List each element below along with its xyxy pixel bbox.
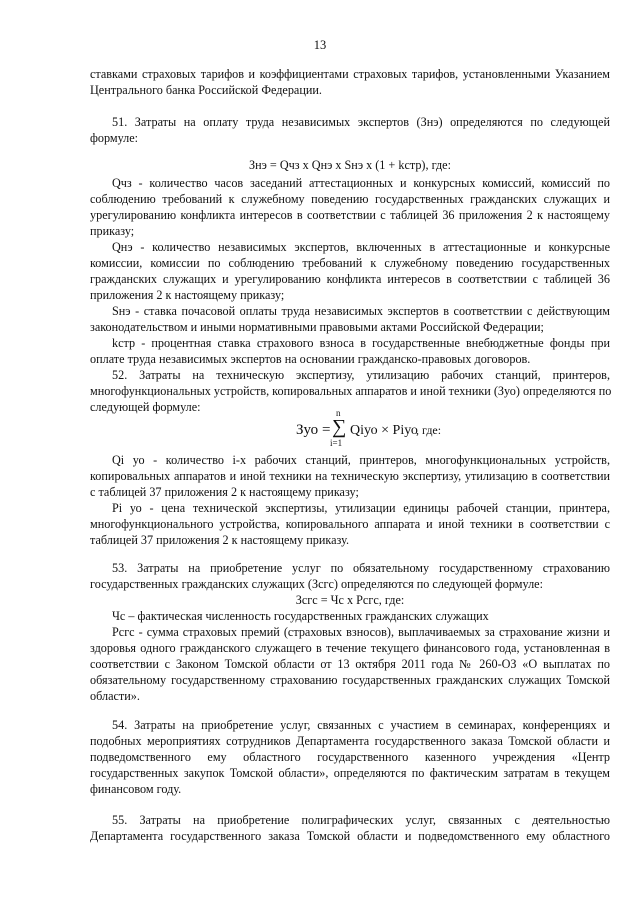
text-line: здоровья одного гражданского служащего в течение текущего финансового года, установленная в (90, 641, 610, 655)
definition-line: Qi уо - количество i-х рабочих станций, принтеров, многофункциональных устройств, (112, 453, 610, 467)
text-line: с таблицей 37 приложения 2 к настоящему приказу; (90, 485, 359, 499)
text-line: таблицей 37 приложения 2 к настоящему приказу. (90, 533, 349, 547)
text-line: государственных закупок Томской области», определяются по фактическим затратам в текущем (90, 766, 610, 780)
text-line: многофункциональных устройств, копировальных аппаратов и иной техники (Зуо) определяются по (90, 384, 612, 398)
sum-sign: ∑ (332, 416, 347, 438)
sum-upper-limit: n (336, 408, 341, 418)
formula-51: Знэ = Qчз x Qнэ x Sнэ x (1 + kстр), где: (249, 158, 451, 172)
text-line: законодательством и иными нормативными правовыми актами Российской Федерации; (90, 320, 544, 334)
text-line: подведомственного ему областного государственного казенного учреждения «Центр (90, 750, 610, 764)
text-line: следующей формуле: (90, 400, 201, 414)
section-51-heading: 51. Затраты на оплату труда независимых экспертов (Знэ) определяются по следующей (112, 115, 610, 129)
definition-line: Pi уо - цена технической экспертизы, утилизации единицы рабочей станции, принтера, (112, 501, 610, 515)
text-line: копировальных аппаратов и иной техники на техническую экспертизу, утилизацию в соответствии (90, 469, 610, 483)
text-line: Департамента государственного заказа Томской области и подведомственного ему областного (90, 829, 610, 843)
definition-line: Qчз - количество часов заседаний аттестационных и конкурсных комиссий, комиссий по (112, 176, 610, 190)
text-line: гражданских служащих и урегулированию конфликта интересов в соответствии с таблицей 36 (90, 272, 610, 286)
formula-rhs: Qiуо × Piуо (350, 423, 418, 438)
definition-line: Qнэ - количество независимых экспертов, включенных в аттестационные и конкурсные (112, 240, 610, 254)
text-line: приказу; (90, 224, 135, 238)
text-line: подобных мероприятиях сотрудников Департамента государственного заказа Томской области и (90, 734, 610, 748)
formula-tail: , где: (416, 423, 442, 437)
text-line: соответствии с Законом Томской области от 13 октября 2011 года № 260-ОЗ «О выплатах по (90, 657, 610, 671)
text-line: обязательному государственному страхованию государственных гражданских служащих Томской (90, 673, 610, 687)
sum-lower-limit: i=1 (330, 438, 343, 448)
section-53-heading: 53. Затраты на приобретение услуг по обязательному государственному страхованию (112, 561, 610, 575)
formula-53: Зсгс = Чс x Рсгс, где: (295, 593, 405, 607)
text-line: оплате труда независимых экспертов на основании гражданско-правовых договоров. (90, 352, 531, 366)
page-number: 13 (313, 38, 327, 52)
text-line: многофункционального устройства, копировального аппарата и иной техники в соответствии с (90, 517, 610, 531)
text-line: формуле: (90, 131, 139, 145)
section-55-heading: 55. Затраты на приобретение полиграфических услуг, связанных с деятельностью (112, 813, 610, 827)
formula-equals: = (322, 422, 331, 438)
section-52-heading: 52. Затраты на техническую экспертизу, утилизацию рабочих станций, принтеров, (112, 368, 610, 382)
text-line: области». (90, 689, 140, 703)
text-line: ставками страховых тарифов и коэффициентами страховых тарифов, установленными Указанием (90, 67, 610, 81)
section-54-heading: 54. Затраты на приобретение услуг, связанных с участием в семинарах, конференциях и (112, 718, 610, 732)
text-line: государственных гражданских служащих (Зсгс) определяются по следующей формуле: (90, 577, 543, 591)
text-line: соблюдению требований к служебному поведению государственных гражданских служащих и (90, 192, 610, 206)
text-line: комиссии, комиссии по соблюдению требований к служебному поведению государственных (90, 256, 610, 270)
definition-line: kстр - процентная ставка страхового взноса в государственные внебюджетные фонды при (112, 336, 610, 350)
formula-lhs: Зуо (296, 422, 319, 438)
text-line: урегулированию конфликта интересов в соответствии с таблицей 36 приложения 2 к настоящему (90, 208, 610, 222)
definition-line: Рсгс - сумма страховых премий (страховых взносов), выплачиваемых за страхование жизни и (112, 625, 610, 639)
definition-line: Чс – фактическая численность государственных гражданских служащих (112, 609, 489, 623)
formula-52 (296, 408, 446, 450)
text-line: приложения 2 к настоящему приказу; (90, 288, 285, 302)
text-line: финансовом году. (90, 782, 182, 796)
text-line: Центрального банка Российской Федерации. (90, 83, 322, 97)
definition-line: Sнэ - ставка почасовой оплаты труда независимых экспертов в соответствии с действующим (112, 304, 610, 318)
